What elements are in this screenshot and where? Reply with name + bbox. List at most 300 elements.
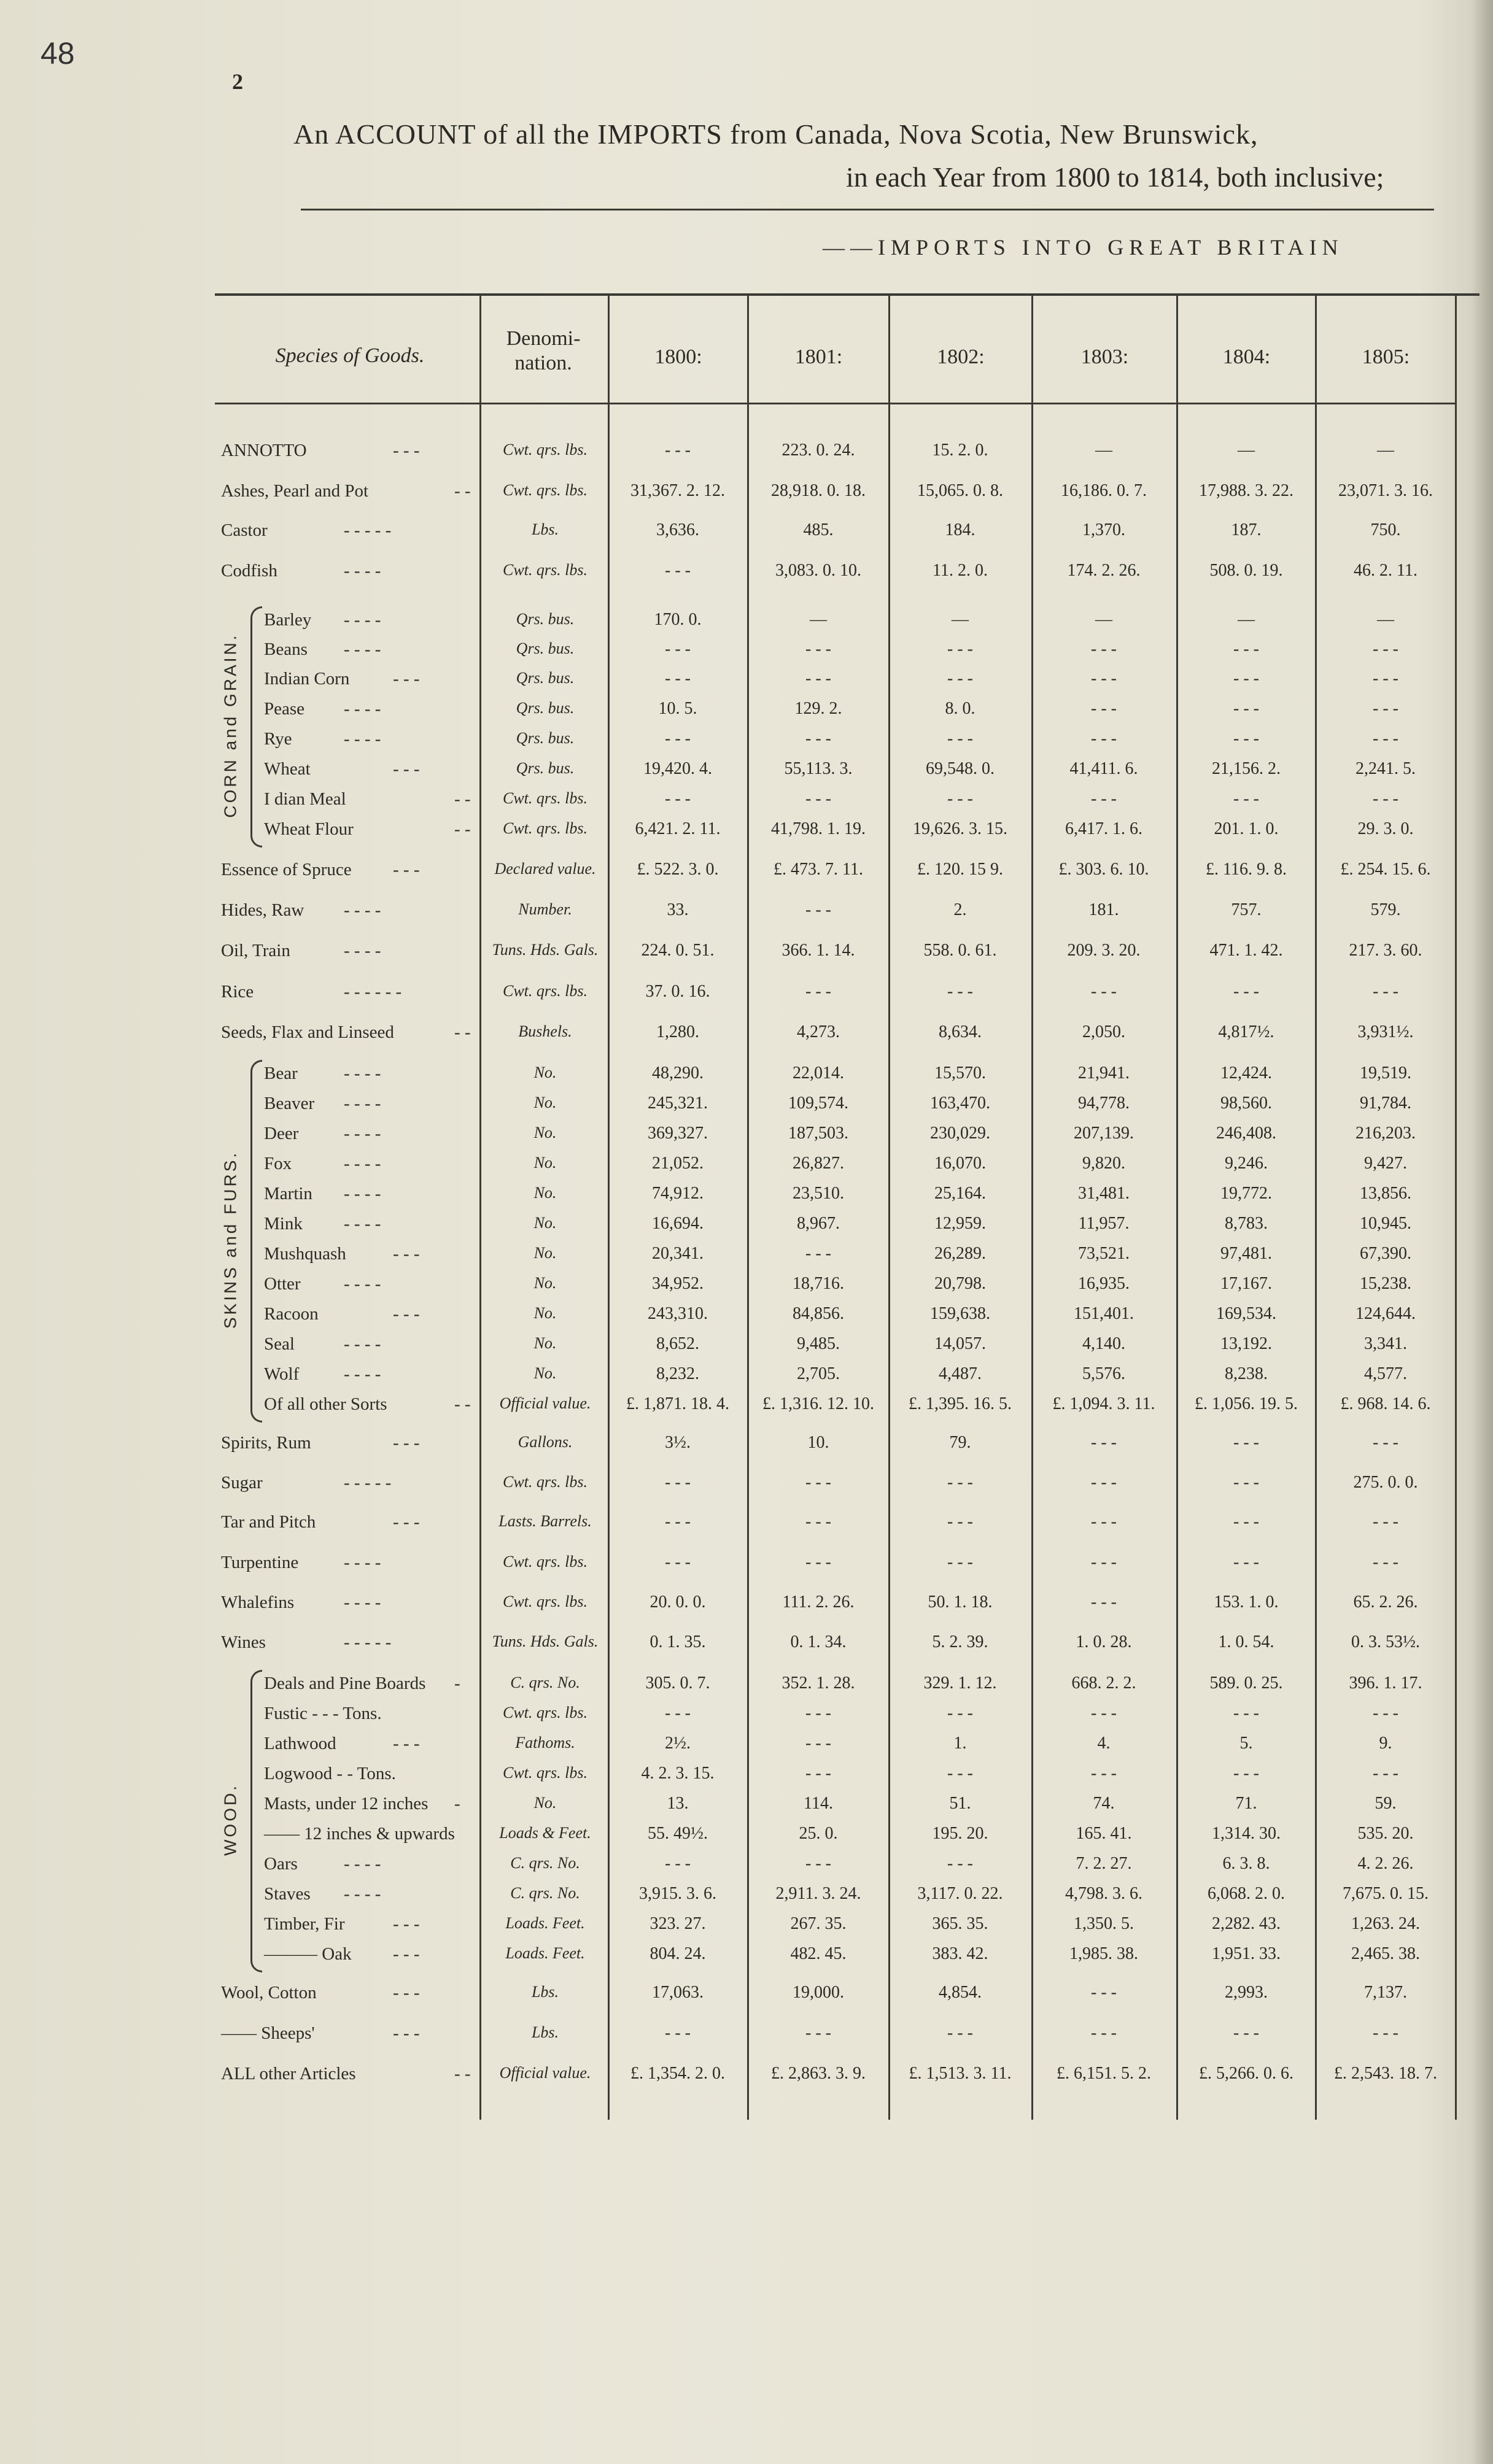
- row-value-1801: 0. 1. 34.: [790, 1632, 847, 1651]
- row-value-1804: 9,246.: [1225, 1154, 1268, 1173]
- leader-dashes: - - - -: [344, 1274, 381, 1294]
- row-value-1803: 207,139.: [1074, 1124, 1134, 1143]
- row-value-1800: 224. 0. 51.: [641, 941, 715, 960]
- row-value-1804: - - -: [1233, 1764, 1259, 1783]
- row-value-1800: - - -: [665, 669, 691, 688]
- row-label: Codfish: [221, 561, 277, 581]
- row-value-1801: - - -: [805, 982, 831, 1001]
- row-value-1805: 3,341.: [1364, 1334, 1407, 1353]
- row-value-1800: 55. 49½.: [648, 1824, 708, 1843]
- row-value-1803: - - -: [1091, 2023, 1117, 2042]
- row-value-1805: - - -: [1373, 1764, 1398, 1783]
- table-row: [0, 2064, 1493, 2088]
- row-value-1804: - - -: [1233, 1553, 1259, 1572]
- row-value-1800: 8,232.: [656, 1364, 699, 1383]
- row-label: ——— Oak: [264, 1944, 352, 1964]
- row-value-1802: 20,798.: [934, 1274, 986, 1293]
- leader-dashes: - - -: [393, 1914, 420, 1934]
- row-denomination: Qrs. bus.: [516, 759, 575, 777]
- row-label: —— Sheeps': [221, 2023, 315, 2043]
- row-value-1805: 19,519.: [1360, 1064, 1411, 1083]
- row-value-1804: - - -: [1233, 2023, 1259, 2042]
- header-year-1803: 1803:: [1080, 346, 1129, 368]
- row-value-1802: - - -: [947, 1473, 973, 1492]
- row-label: Oars: [264, 1854, 298, 1874]
- row-value-1804: 12,424.: [1220, 1064, 1272, 1083]
- leader-dashes: - - - -: [344, 1364, 381, 1384]
- row-denomination: Cwt. qrs. lbs.: [503, 481, 588, 499]
- row-value-1800: 305. 0. 7.: [645, 1674, 710, 1693]
- row-value-1800: 31,367. 2. 12.: [630, 481, 725, 500]
- row-value-1802: - - -: [947, 1764, 973, 1783]
- row-denomination: Cwt. qrs. lbs.: [503, 819, 588, 837]
- row-label: Bear: [264, 1064, 298, 1083]
- leader-dashes: - - -: [393, 669, 420, 689]
- row-value-1801: 55,113. 3.: [784, 759, 853, 778]
- row-value-1803: - - -: [1091, 1983, 1117, 2002]
- row-value-1800: 19,420. 4.: [643, 759, 712, 778]
- table-row: [0, 1473, 1493, 1497]
- row-value-1800: 8,652.: [656, 1334, 699, 1353]
- row-value-1805: - - -: [1373, 639, 1398, 658]
- row-value-1802: 12,959.: [934, 1214, 986, 1233]
- header-year-1804: 1804:: [1222, 346, 1271, 368]
- row-value-1804: 508. 0. 19.: [1209, 561, 1283, 580]
- leader-dashes: - - - -: [344, 1124, 381, 1143]
- row-value-1802: - - -: [947, 789, 973, 808]
- row-value-1802: 16,070.: [934, 1154, 986, 1173]
- leader-dashes: - - -: [393, 860, 420, 879]
- row-value-1801: 22,014.: [793, 1064, 844, 1083]
- leader-dashes: - - -: [393, 1512, 420, 1532]
- title-rule: [301, 209, 1434, 210]
- leader-dashes: - - - -: [344, 1593, 381, 1612]
- row-value-1804: 1,314. 30.: [1212, 1824, 1281, 1843]
- row-value-1801: - - -: [805, 1553, 831, 1572]
- row-value-1801: 111. 2. 26.: [782, 1593, 855, 1612]
- row-value-1803: 1. 0. 28.: [1076, 1632, 1132, 1651]
- table-row: [0, 982, 1493, 1006]
- row-value-1805: 15,238.: [1360, 1274, 1411, 1293]
- row-value-1800: - - -: [665, 2023, 691, 2042]
- row-value-1804: - - -: [1233, 1704, 1259, 1723]
- row-value-1802: - - -: [947, 1553, 973, 1572]
- row-denomination: Cwt. qrs. lbs.: [503, 1764, 588, 1782]
- row-value-1800: 804. 24.: [650, 1944, 706, 1963]
- leader-dashes: - - - -: [344, 1854, 381, 1874]
- row-denomination: Cwt. qrs. lbs.: [503, 1704, 588, 1721]
- row-denomination: No.: [533, 1364, 557, 1382]
- row-denomination: Tuns. Hds. Gals.: [492, 941, 599, 959]
- row-value-1803: 16,186. 0. 7.: [1061, 481, 1147, 500]
- row-value-1805: 2,241. 5.: [1355, 759, 1416, 778]
- row-denomination: Qrs. bus.: [516, 729, 575, 747]
- row-value-1801: 41,798. 1. 19.: [771, 819, 866, 838]
- row-denomination: Qrs. bus.: [516, 669, 575, 687]
- table-row: [0, 561, 1493, 585]
- table-row: [0, 900, 1493, 925]
- row-denomination: C. qrs. No.: [510, 1884, 580, 1902]
- row-label: Beaver: [264, 1094, 315, 1113]
- row-value-1801: 129. 2.: [794, 699, 842, 718]
- row-value-1803: £. 6,151. 5. 2.: [1057, 2064, 1151, 2083]
- table-row: [0, 2023, 1493, 2048]
- row-value-1802: £. 1,513. 3. 11.: [909, 2064, 1012, 2083]
- row-value-1805: - - -: [1373, 729, 1398, 748]
- row-value-1800: 0. 1. 35.: [650, 1632, 706, 1651]
- row-denomination: Lbs.: [531, 2023, 559, 2041]
- row-label: Seeds, Flax and Linseed: [221, 1022, 394, 1042]
- row-value-1801: 9,485.: [797, 1334, 840, 1353]
- row-value-1804: 2,282. 43.: [1212, 1914, 1281, 1933]
- row-label: Turpentine: [221, 1553, 299, 1572]
- row-value-1801: - - -: [805, 1244, 831, 1263]
- row-denomination: No.: [533, 1184, 557, 1202]
- row-label: Hides, Raw: [221, 900, 304, 920]
- row-value-1802: —: [952, 610, 969, 629]
- row-value-1801: £. 2,863. 3. 9.: [771, 2064, 866, 2083]
- row-value-1801: - - -: [805, 2023, 831, 2042]
- row-value-1803: —: [1095, 441, 1112, 460]
- row-denomination: Qrs. bus.: [516, 610, 575, 628]
- row-value-1801: 114.: [804, 1794, 833, 1813]
- row-value-1801: - - -: [805, 669, 831, 688]
- row-value-1801: 187,503.: [788, 1124, 848, 1143]
- leader-dashes: - - - -: [344, 699, 381, 719]
- row-value-1802: 51.: [949, 1794, 971, 1813]
- group-label: WOOD.: [220, 1783, 239, 1856]
- row-label: Barley: [264, 610, 312, 630]
- row-label: Ashes, Pearl and Pot: [221, 481, 369, 501]
- row-value-1803: 2,050.: [1082, 1022, 1125, 1041]
- row-value-1800: £. 1,871. 18. 4.: [626, 1394, 729, 1413]
- row-value-1802: 163,470.: [930, 1094, 990, 1113]
- row-denomination: No.: [533, 1794, 557, 1812]
- row-value-1802: - - -: [947, 1704, 973, 1723]
- row-value-1800: 6,421. 2. 11.: [635, 819, 721, 838]
- row-value-1805: - - -: [1373, 1512, 1398, 1531]
- row-value-1803: - - -: [1091, 669, 1117, 688]
- row-label: Masts, under 12 inches: [264, 1794, 429, 1813]
- row-value-1803: 151,401.: [1074, 1304, 1134, 1323]
- row-value-1804: 8,783.: [1225, 1214, 1268, 1233]
- table-row: [0, 941, 1493, 965]
- row-value-1804: - - -: [1233, 699, 1259, 718]
- row-value-1801: —: [810, 610, 827, 629]
- row-value-1802: - - -: [947, 2023, 973, 2042]
- row-denomination: No.: [533, 1124, 557, 1141]
- row-label: Staves: [264, 1884, 311, 1904]
- row-value-1802: 4,487.: [939, 1364, 982, 1383]
- row-label: Wines: [221, 1632, 266, 1652]
- row-value-1804: 6,068. 2. 0.: [1208, 1884, 1285, 1903]
- row-value-1803: - - -: [1091, 1764, 1117, 1783]
- row-value-1803: 21,941.: [1078, 1064, 1130, 1083]
- row-value-1805: 67,390.: [1360, 1244, 1411, 1263]
- row-value-1800: 16,694.: [652, 1214, 704, 1233]
- row-value-1805: - - -: [1373, 2023, 1398, 2042]
- row-value-1804: - - -: [1233, 982, 1259, 1001]
- row-value-1805: 7,675. 0. 15.: [1343, 1884, 1429, 1903]
- row-value-1803: £. 1,094. 3. 11.: [1052, 1394, 1155, 1413]
- leader-dashes: - -: [454, 1394, 471, 1414]
- row-value-1805: 217. 3. 60.: [1349, 941, 1422, 960]
- row-value-1800: 34,952.: [652, 1274, 704, 1293]
- row-value-1802: 79.: [949, 1433, 971, 1452]
- row-value-1804: 187.: [1231, 520, 1262, 539]
- row-label: Castor: [221, 520, 268, 540]
- leader-dashes: - - -: [393, 1244, 420, 1264]
- row-value-1800: 2½.: [665, 1734, 691, 1753]
- leader-dashes: - -: [454, 481, 471, 501]
- row-value-1804: 201. 1. 0.: [1214, 819, 1279, 838]
- row-denomination: No.: [533, 1094, 557, 1111]
- row-value-1804: 6. 3. 8.: [1222, 1854, 1270, 1873]
- header-year-1800: 1800:: [654, 346, 702, 368]
- row-value-1804: 2,993.: [1225, 1983, 1268, 2002]
- row-denomination: No.: [533, 1304, 557, 1322]
- row-value-1805: 3,931½.: [1357, 1022, 1414, 1041]
- leader-dashes: - - - -: [344, 1064, 381, 1083]
- row-value-1804: - - -: [1233, 729, 1259, 748]
- row-value-1800: 3½.: [665, 1433, 691, 1452]
- row-denomination: Bushels.: [518, 1022, 572, 1040]
- row-value-1804: 8,238.: [1225, 1364, 1268, 1383]
- header-denomination: Denomi- nation.: [506, 327, 581, 374]
- row-label: Spirits, Rum: [221, 1433, 311, 1453]
- row-denomination: C. qrs. No.: [510, 1674, 580, 1691]
- row-value-1802: 50. 1. 18.: [928, 1593, 993, 1612]
- row-value-1805: 65. 2. 26.: [1353, 1593, 1418, 1612]
- leader-dashes: - - - - - -: [344, 982, 402, 1002]
- row-value-1803: 94,778.: [1078, 1094, 1130, 1113]
- row-denomination: No.: [533, 1154, 557, 1172]
- row-value-1801: - - -: [805, 639, 831, 658]
- row-denomination: Cwt. qrs. lbs.: [503, 982, 588, 1000]
- row-value-1803: 7. 2. 27.: [1076, 1854, 1132, 1873]
- row-label: Wheat: [264, 759, 311, 779]
- leader-dashes: - - - -: [344, 941, 381, 960]
- row-value-1800: £. 1,354. 2. 0.: [630, 2064, 725, 2083]
- row-value-1805: 750.: [1370, 520, 1401, 539]
- row-value-1800: - - -: [665, 561, 691, 580]
- row-value-1804: 1,951. 33.: [1212, 1944, 1281, 1963]
- row-denomination: Lasts. Barrels.: [498, 1512, 592, 1530]
- row-value-1805: 396. 1. 17.: [1349, 1674, 1422, 1693]
- row-value-1803: 41,411. 6.: [1069, 759, 1138, 778]
- table-subtitle: ——IMPORTS INTO GREAT BRITAIN: [823, 235, 1344, 260]
- table-row: [0, 1983, 1493, 2007]
- row-value-1805: £. 2,543. 18. 7.: [1334, 2064, 1437, 2083]
- row-value-1805: - - -: [1373, 1433, 1398, 1452]
- row-value-1804: 19,772.: [1220, 1184, 1272, 1203]
- row-value-1805: £. 254. 15. 6.: [1340, 860, 1431, 879]
- row-value-1802: - - -: [947, 639, 973, 658]
- leader-dashes: - - -: [393, 1734, 420, 1753]
- row-label: Oil, Train: [221, 941, 290, 960]
- row-value-1801: - - -: [805, 1764, 831, 1783]
- leader-dashes: - - - -: [344, 1184, 381, 1203]
- row-value-1802: 15,065. 0. 8.: [917, 481, 1003, 500]
- row-value-1805: 23,071. 3. 16.: [1338, 481, 1433, 500]
- row-value-1805: - - -: [1373, 982, 1398, 1001]
- leader-dashes: - - -: [393, 2023, 420, 2043]
- row-value-1804: 246,408.: [1216, 1124, 1276, 1143]
- row-value-1803: - - -: [1091, 699, 1117, 718]
- leader-dashes: - - - -: [344, 729, 381, 749]
- row-value-1803: 668. 2. 2.: [1071, 1674, 1136, 1693]
- row-value-1802: 383. 42.: [932, 1944, 988, 1963]
- row-value-1802: - - -: [947, 1512, 973, 1531]
- leader-dashes: -: [454, 1794, 460, 1813]
- row-value-1800: - - -: [665, 789, 691, 808]
- row-value-1803: 174. 2. 26.: [1067, 561, 1141, 580]
- row-value-1800: - - -: [665, 1704, 691, 1723]
- row-value-1804: 98,560.: [1220, 1094, 1272, 1113]
- row-value-1805: 0. 3. 53½.: [1351, 1632, 1420, 1651]
- table-row: [0, 1632, 1493, 1657]
- row-value-1803: - - -: [1091, 729, 1117, 748]
- row-denomination: No.: [533, 1214, 557, 1232]
- row-value-1802: 4,854.: [939, 1983, 982, 2002]
- row-denomination: No.: [533, 1064, 557, 1081]
- leader-dashes: - -: [454, 819, 471, 839]
- row-value-1801: 4,273.: [797, 1022, 840, 1041]
- row-denomination: Cwt. qrs. lbs.: [503, 1593, 588, 1610]
- row-value-1801: 19,000.: [793, 1983, 844, 2002]
- leader-dashes: - - - -: [344, 1214, 381, 1234]
- row-label: Beans: [264, 639, 308, 659]
- row-denomination: Cwt. qrs. lbs.: [503, 1473, 588, 1491]
- row-value-1802: - - -: [947, 669, 973, 688]
- row-value-1802: £. 1,395. 16. 5.: [909, 1394, 1012, 1413]
- row-value-1800: 1,280.: [656, 1022, 699, 1041]
- row-denomination: C. qrs. No.: [510, 1854, 580, 1872]
- row-value-1803: £. 303. 6. 10.: [1058, 860, 1149, 879]
- row-denomination: Qrs. bus.: [516, 639, 575, 657]
- row-denomination: Cwt. qrs. lbs.: [503, 789, 588, 807]
- row-value-1803: 9,820.: [1082, 1154, 1125, 1173]
- leader-dashes: - - - -: [344, 561, 381, 581]
- row-value-1802: 15. 2. 0.: [932, 441, 988, 460]
- row-value-1803: - - -: [1091, 982, 1117, 1001]
- row-value-1801: - - -: [805, 1512, 831, 1531]
- row-value-1801: 10.: [807, 1433, 829, 1452]
- row-value-1803: 1,985. 38.: [1069, 1944, 1138, 1963]
- row-value-1802: - - -: [947, 982, 973, 1001]
- row-denomination: Fathoms.: [515, 1734, 575, 1751]
- row-value-1802: 14,057.: [934, 1334, 986, 1353]
- row-value-1804: - - -: [1233, 789, 1259, 808]
- row-label: Rice: [221, 982, 254, 1002]
- row-value-1803: 165. 41.: [1076, 1824, 1132, 1843]
- row-value-1800: 3,915. 3. 6.: [639, 1884, 716, 1903]
- group-brace: [250, 1670, 262, 1972]
- row-label: Deer: [264, 1124, 299, 1143]
- row-value-1804: 17,167.: [1220, 1274, 1272, 1293]
- leader-dashes: - -: [454, 1022, 471, 1042]
- row-value-1801: £. 1,316. 12. 10.: [762, 1394, 874, 1413]
- row-value-1801: 3,083. 0. 10.: [775, 561, 861, 580]
- row-value-1805: £. 968. 14. 6.: [1340, 1394, 1431, 1413]
- row-value-1802: 69,548. 0.: [926, 759, 995, 778]
- row-denomination: Cwt. qrs. lbs.: [503, 1553, 588, 1570]
- row-value-1801: 267. 35.: [790, 1914, 847, 1933]
- row-value-1805: —: [1377, 610, 1394, 629]
- row-value-1804: 589. 0. 25.: [1209, 1674, 1283, 1693]
- row-value-1805: - - -: [1373, 699, 1398, 718]
- leader-dashes: - - - -: [344, 900, 381, 920]
- row-value-1801: 2,911. 3. 24.: [775, 1884, 861, 1903]
- row-value-1804: - - -: [1233, 1473, 1259, 1492]
- leader-dashes: - - -: [393, 1433, 420, 1453]
- row-value-1804: 17,988. 3. 22.: [1199, 481, 1293, 500]
- row-value-1800: 4. 2. 3. 15.: [641, 1764, 715, 1783]
- row-value-1800: 245,321.: [648, 1094, 708, 1113]
- row-value-1803: - - -: [1091, 1704, 1117, 1723]
- row-value-1800: - - -: [665, 1473, 691, 1492]
- row-value-1800: 13.: [667, 1794, 689, 1813]
- row-value-1803: 5,576.: [1082, 1364, 1125, 1383]
- row-value-1801: 482. 45.: [790, 1944, 847, 1963]
- row-value-1803: 209. 3. 20.: [1067, 941, 1141, 960]
- row-value-1803: 11,957.: [1078, 1214, 1130, 1233]
- row-value-1801: - - -: [805, 729, 831, 748]
- leader-dashes: - - -: [393, 441, 420, 460]
- row-denomination: Cwt. qrs. lbs.: [503, 441, 588, 458]
- row-label: Fustic - - - Tons.: [264, 1704, 382, 1723]
- row-label: Racoon: [264, 1304, 319, 1324]
- row-value-1803: - - -: [1091, 1553, 1117, 1572]
- table-row: [0, 520, 1493, 545]
- row-label: Deals and Pine Boards: [264, 1674, 426, 1693]
- header-year-1802: 1802:: [937, 346, 985, 368]
- row-value-1800: 74,912.: [652, 1184, 704, 1203]
- row-value-1801: 23,510.: [793, 1184, 844, 1203]
- row-value-1801: - - -: [805, 789, 831, 808]
- row-value-1804: 1. 0. 54.: [1218, 1632, 1274, 1651]
- group-brace: [250, 606, 262, 848]
- row-value-1804: - - -: [1233, 639, 1259, 658]
- row-value-1804: - - -: [1233, 1433, 1259, 1452]
- row-value-1803: 16,935.: [1078, 1274, 1130, 1293]
- row-value-1803: - - -: [1091, 789, 1117, 808]
- row-value-1805: 216,203.: [1355, 1124, 1416, 1143]
- row-label: Wheat Flour: [264, 819, 354, 839]
- row-value-1800: - - -: [665, 441, 691, 460]
- row-denomination: Loads. Feet.: [505, 1914, 585, 1932]
- row-denomination: No.: [533, 1274, 557, 1292]
- row-label: Timber, Fir: [264, 1914, 345, 1934]
- row-value-1800: 20. 0. 0.: [650, 1593, 706, 1612]
- row-value-1802: 1.: [953, 1734, 967, 1753]
- row-label: Otter: [264, 1274, 301, 1294]
- row-value-1801: - - -: [805, 900, 831, 919]
- row-value-1803: - - -: [1091, 639, 1117, 658]
- row-label: Tar and Pitch: [221, 1512, 316, 1532]
- row-value-1804: £. 5,266. 0. 6.: [1199, 2064, 1293, 2083]
- row-value-1803: 181.: [1088, 900, 1119, 919]
- row-value-1804: - - -: [1233, 669, 1259, 688]
- row-value-1805: 124,644.: [1355, 1304, 1416, 1323]
- row-denomination: Official value.: [499, 2064, 591, 2082]
- row-value-1805: 10,945.: [1360, 1214, 1411, 1233]
- row-value-1801: 485.: [803, 520, 834, 539]
- row-value-1800: 37. 0. 16.: [645, 982, 710, 1001]
- row-value-1801: - - -: [805, 1704, 831, 1723]
- row-value-1800: - - -: [665, 639, 691, 658]
- row-value-1803: —: [1095, 610, 1112, 629]
